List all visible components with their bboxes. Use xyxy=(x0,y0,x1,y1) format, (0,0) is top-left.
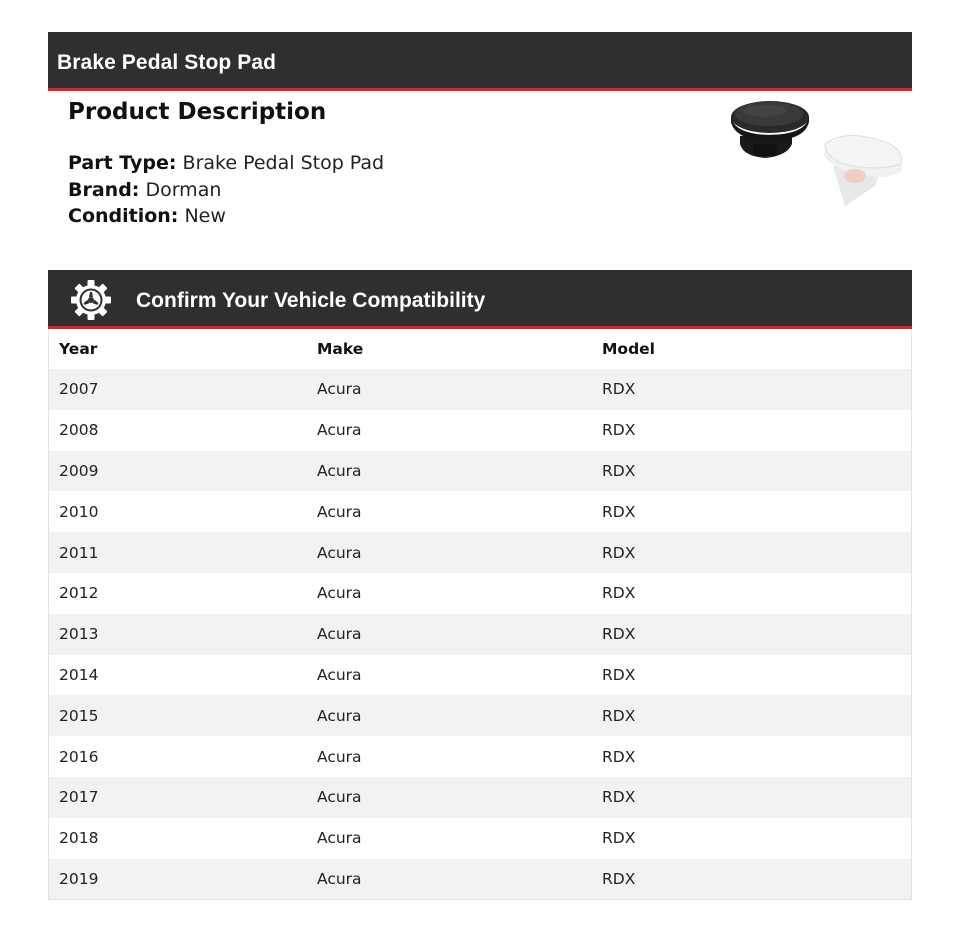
compatibility-header-bar xyxy=(48,270,912,329)
column-header-year: Year xyxy=(59,340,98,358)
cell-make: Acura xyxy=(307,614,592,655)
table-row xyxy=(49,655,911,696)
table-row xyxy=(49,777,911,818)
table-row xyxy=(49,818,911,859)
spec-list xyxy=(68,150,688,230)
spec-label: Condition: xyxy=(68,205,179,227)
spec-label: Part Type: xyxy=(68,152,177,174)
cell-model: RDX xyxy=(592,491,911,532)
cell-model: RDX xyxy=(592,777,911,818)
spec-label: Brand: xyxy=(68,178,140,201)
product-image xyxy=(725,94,910,214)
spec-row-part-type xyxy=(68,150,688,177)
cell-make: Acura xyxy=(307,410,592,451)
spec-row-brand xyxy=(68,177,688,204)
cell-model: RDX xyxy=(592,818,911,859)
cell-year: 2017 xyxy=(49,777,307,818)
product-title: Brake Pedal Stop Pad xyxy=(57,51,277,74)
cell-year: 2007 xyxy=(49,369,307,410)
cell-make: Acura xyxy=(307,736,592,777)
cell-model: RDX xyxy=(592,410,911,451)
white-clip-image xyxy=(821,135,905,206)
product-description-section xyxy=(68,96,688,230)
cell-make: Acura xyxy=(307,695,592,736)
compatibility-title: Confirm Your Vehicle Compatibility xyxy=(136,289,486,312)
product-description-heading: Product Description xyxy=(68,99,327,125)
column-header-model: Model xyxy=(602,340,655,358)
cell-model: RDX xyxy=(592,695,911,736)
cell-make: Acura xyxy=(307,491,592,532)
cell-make: Acura xyxy=(307,369,592,410)
cell-model: RDX xyxy=(592,369,911,410)
table-row xyxy=(49,491,911,532)
cell-year: 2019 xyxy=(49,859,307,900)
cell-year: 2010 xyxy=(49,491,307,532)
cell-model: RDX xyxy=(592,614,911,655)
compatibility-table-container xyxy=(48,329,912,900)
cell-year: 2011 xyxy=(49,532,307,573)
spec-row-condition xyxy=(68,203,688,230)
cell-model: RDX xyxy=(592,859,911,900)
cell-make: Acura xyxy=(307,777,592,818)
spec-value: Dorman xyxy=(145,178,222,201)
cell-make: Acura xyxy=(307,818,592,859)
cell-make: Acura xyxy=(307,655,592,696)
table-row xyxy=(49,532,911,573)
cell-year: 2014 xyxy=(49,655,307,696)
table-row xyxy=(49,369,911,410)
table-row xyxy=(49,695,911,736)
cell-make: Acura xyxy=(307,451,592,492)
table-row xyxy=(49,573,911,614)
spec-value: Brake Pedal Stop Pad xyxy=(182,152,385,174)
column-header-make: Make xyxy=(317,340,364,358)
cell-model: RDX xyxy=(592,655,911,696)
cell-year: 2009 xyxy=(49,451,307,492)
product-title-bar xyxy=(48,32,912,91)
cell-year: 2015 xyxy=(49,695,307,736)
spec-value: New xyxy=(184,205,226,227)
cell-make: Acura xyxy=(307,532,592,573)
cell-model: RDX xyxy=(592,736,911,777)
cell-model: RDX xyxy=(592,573,911,614)
table-row xyxy=(49,451,911,492)
cell-year: 2016 xyxy=(49,736,307,777)
cell-year: 2012 xyxy=(49,573,307,614)
compatibility-table xyxy=(49,329,911,899)
cell-make: Acura xyxy=(307,573,592,614)
cell-year: 2008 xyxy=(49,410,307,451)
table-row xyxy=(49,736,911,777)
table-row xyxy=(49,614,911,655)
gear-car-icon xyxy=(69,278,113,322)
black-stop-pad-image xyxy=(731,101,809,158)
table-header-row xyxy=(49,329,911,369)
cell-model: RDX xyxy=(592,532,911,573)
cell-model: RDX xyxy=(592,451,911,492)
cell-year: 2018 xyxy=(49,818,307,859)
cell-make: Acura xyxy=(307,859,592,900)
cell-year: 2013 xyxy=(49,614,307,655)
table-row xyxy=(49,410,911,451)
table-row xyxy=(49,859,911,900)
